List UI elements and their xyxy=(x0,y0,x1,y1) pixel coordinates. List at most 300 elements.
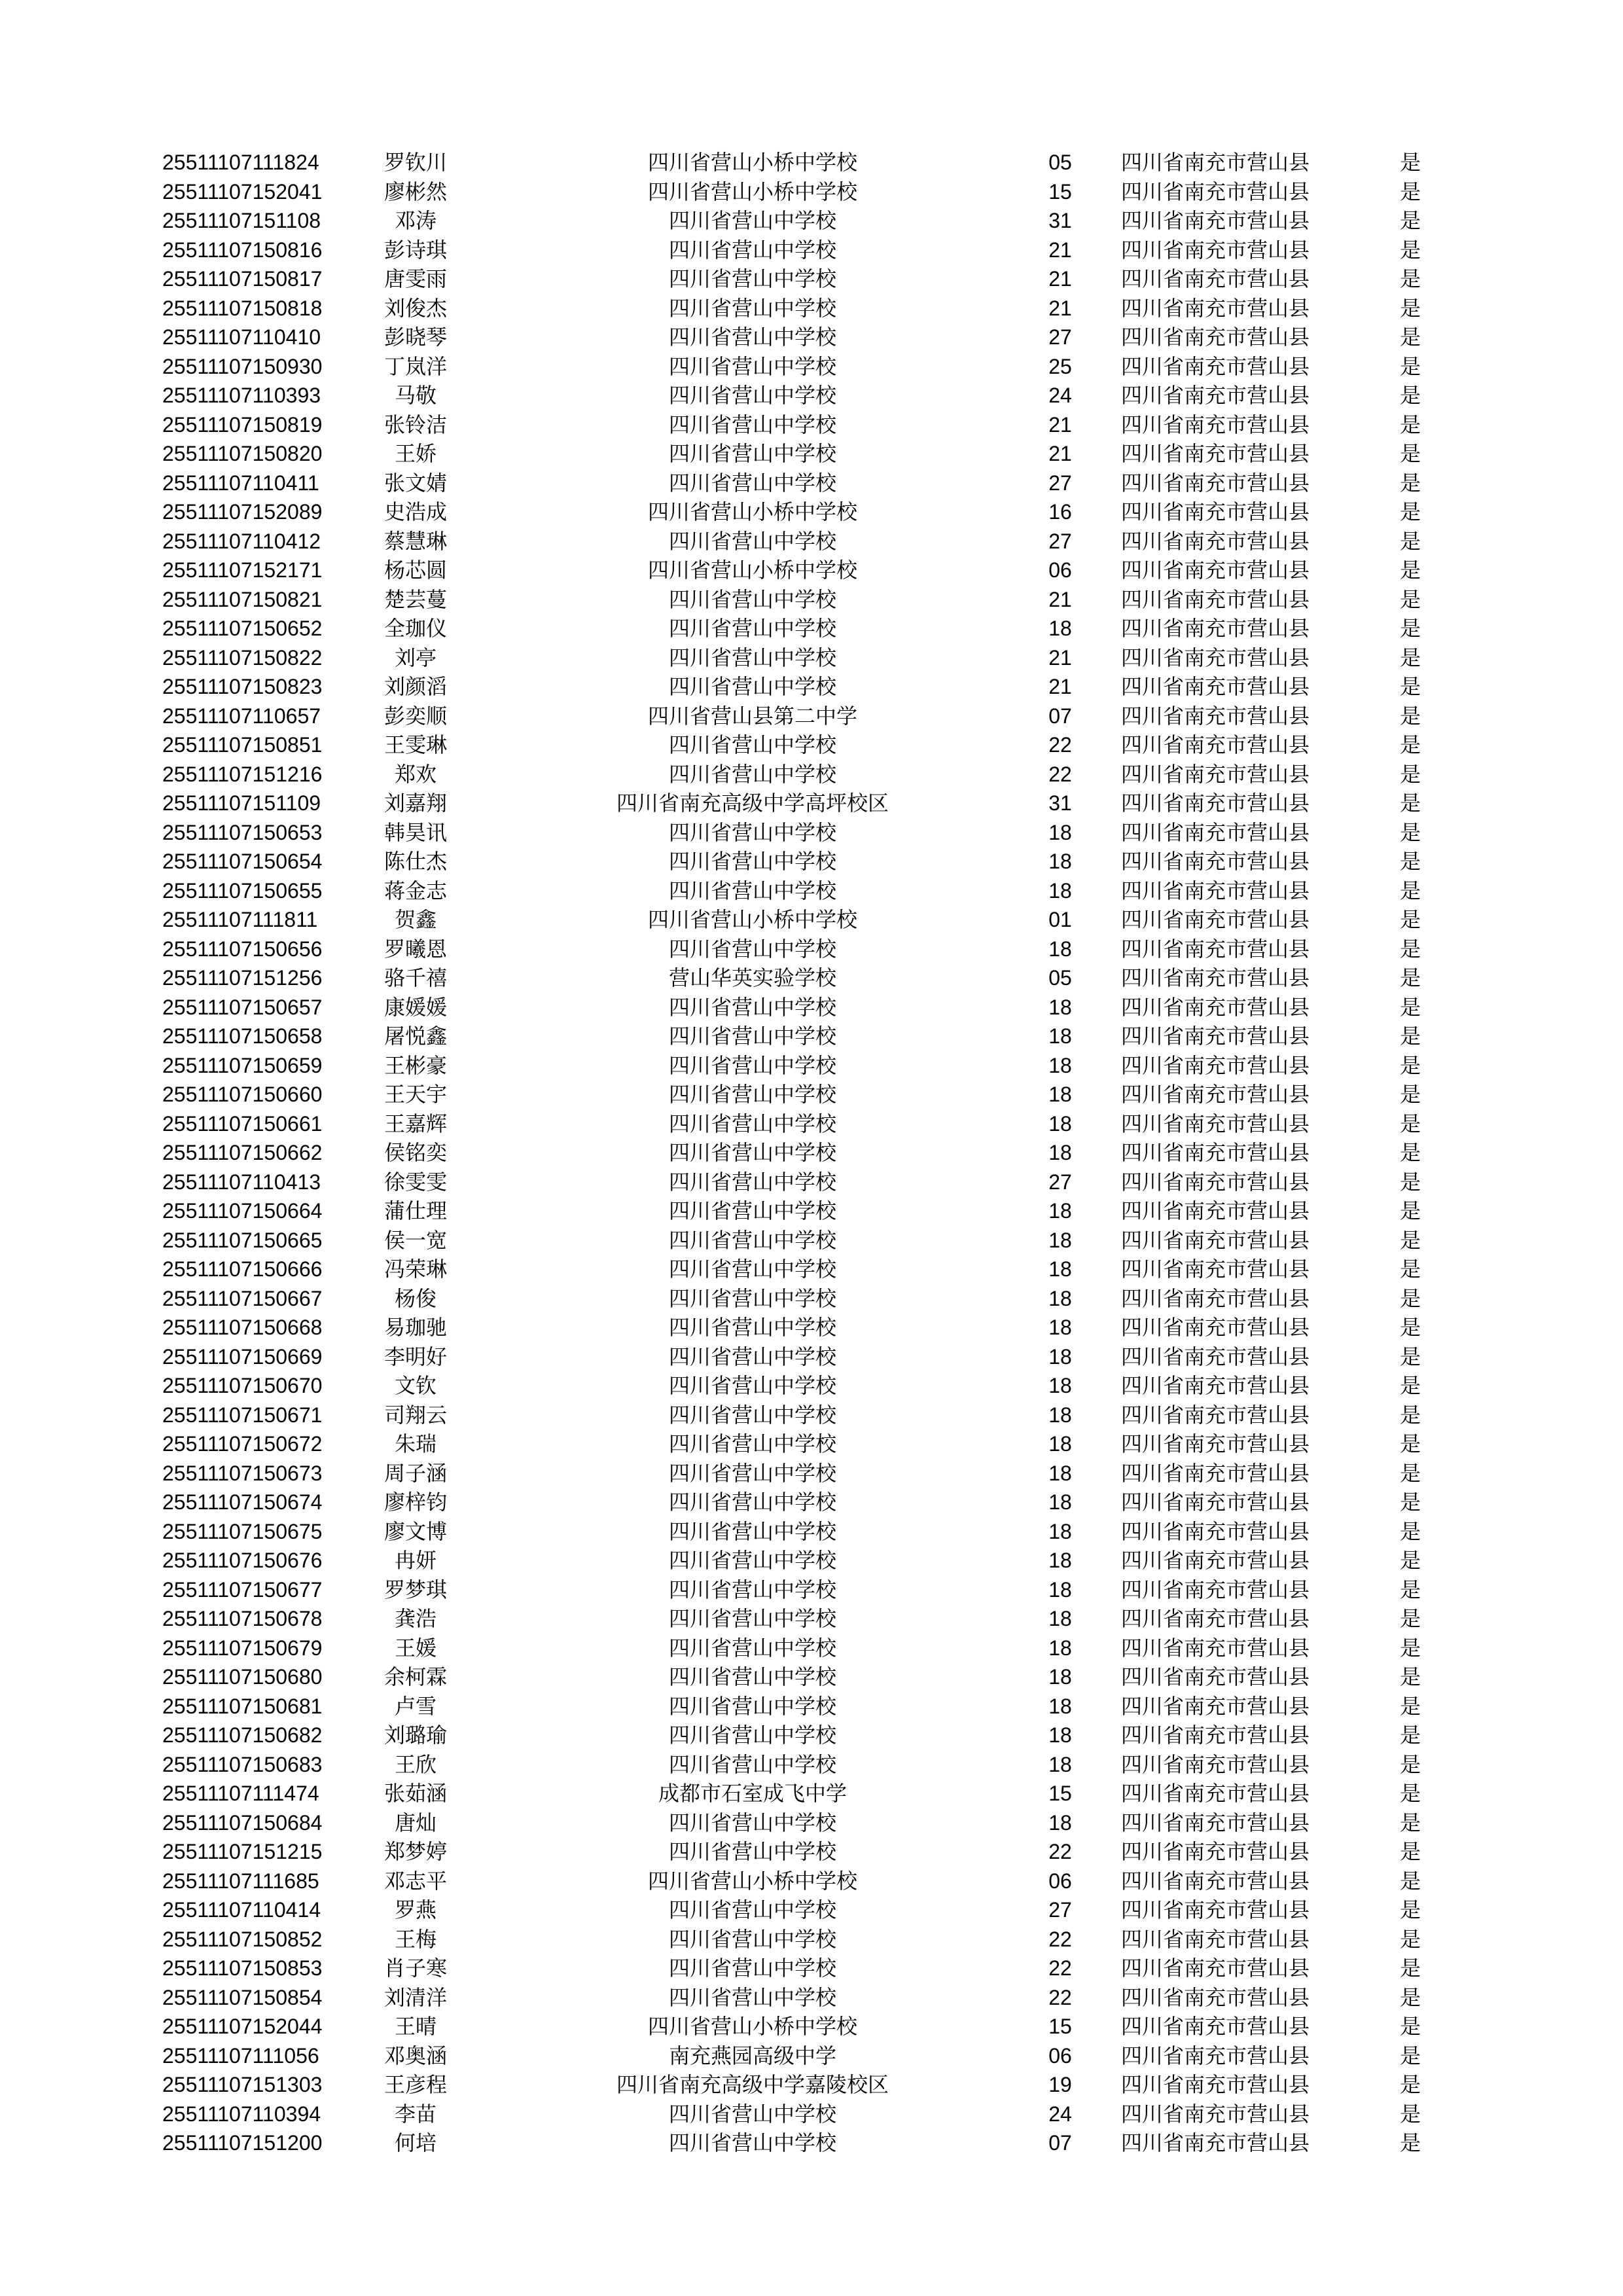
school-name: 四川省营山中学校 xyxy=(668,1228,836,1252)
school-name: 四川省营山中学校 xyxy=(668,1083,836,1106)
class-code: 01 xyxy=(1048,908,1072,931)
school-name: 四川省营山中学校 xyxy=(668,1141,836,1164)
school-name: 四川省营山中学校 xyxy=(668,1199,836,1223)
student-id: 25511107150664 xyxy=(162,1199,323,1223)
region: 四川省南充市营山县 xyxy=(1121,966,1310,990)
status-flag: 是 xyxy=(1399,1490,1421,1514)
status-flag: 是 xyxy=(1399,325,1421,349)
region: 四川省南充市营山县 xyxy=(1121,791,1310,815)
table-row xyxy=(0,1546,1623,1575)
status-flag: 是 xyxy=(1399,384,1421,407)
school-name: 四川省南充高级中学嘉陵校区 xyxy=(616,2073,889,2096)
student-id: 25511107150656 xyxy=(162,937,323,961)
student-name: 刘清洋 xyxy=(383,1985,447,2009)
class-code: 18 xyxy=(1048,1607,1072,1630)
table-row xyxy=(0,1779,1623,1808)
student-id: 25511107150675 xyxy=(162,1519,323,1543)
class-code: 31 xyxy=(1048,791,1072,815)
status-flag: 是 xyxy=(1399,1053,1421,1077)
student-name: 杨芯圆 xyxy=(383,558,447,582)
table-row xyxy=(0,1895,1623,1925)
school-name: 四川省营山中学校 xyxy=(668,878,836,903)
table-row xyxy=(0,993,1623,1022)
record-table xyxy=(0,148,1623,2158)
region: 四川省南充市营山县 xyxy=(1121,1344,1310,1369)
region: 四川省南充市营山县 xyxy=(1121,587,1310,611)
region: 四川省南充市营山县 xyxy=(1121,2131,1310,2155)
region: 四川省南充市营山县 xyxy=(1121,733,1310,757)
student-name: 罗曦恩 xyxy=(383,937,447,961)
table-row xyxy=(0,1371,1623,1401)
status-flag: 是 xyxy=(1399,966,1421,990)
class-code: 22 xyxy=(1048,1840,1072,1863)
status-flag: 是 xyxy=(1399,1898,1421,1922)
status-flag: 是 xyxy=(1399,878,1421,903)
class-code: 18 xyxy=(1048,1316,1072,1339)
status-flag: 是 xyxy=(1399,1024,1421,1048)
class-code: 18 xyxy=(1048,617,1072,640)
student-id: 25511107152171 xyxy=(162,558,323,582)
class-code: 18 xyxy=(1048,1053,1072,1077)
student-name: 屠悦鑫 xyxy=(383,1024,447,1048)
table-row xyxy=(0,1459,1623,1488)
class-code: 21 xyxy=(1048,587,1072,611)
school-name: 四川省营山中学校 xyxy=(668,1577,836,1602)
student-name: 廖梓钧 xyxy=(383,1490,447,1514)
student-id: 25511107150676 xyxy=(162,1549,323,1572)
student-id: 25511107150658 xyxy=(162,1024,323,1048)
school-name: 四川省营山中学校 xyxy=(668,1810,836,1835)
table-row xyxy=(0,264,1623,294)
student-id: 25511107150661 xyxy=(162,1111,323,1136)
school-name: 四川省营山中学校 xyxy=(668,1927,836,1951)
region: 四川省南充市营山县 xyxy=(1121,1024,1310,1048)
table-row xyxy=(0,177,1623,207)
student-name: 文钦 xyxy=(394,1374,437,1397)
school-name: 四川省营山中学校 xyxy=(668,1549,836,1572)
table-row xyxy=(0,294,1623,323)
region: 四川省南充市营山县 xyxy=(1121,2102,1310,2126)
table-row xyxy=(0,1954,1623,1983)
class-code: 15 xyxy=(1048,2015,1072,2038)
student-id: 25511107150823 xyxy=(162,675,323,698)
region: 四川省南充市营山县 xyxy=(1121,617,1310,640)
class-code: 22 xyxy=(1048,762,1072,786)
school-name: 四川省营山县第二中学 xyxy=(647,704,857,728)
school-name: 四川省营山中学校 xyxy=(668,267,836,291)
student-name: 楚芸蔓 xyxy=(383,587,447,611)
region: 四川省南充市营山县 xyxy=(1121,1053,1310,1077)
table-row xyxy=(0,352,1623,382)
student-name: 冉妍 xyxy=(394,1549,437,1572)
student-id: 25511107150822 xyxy=(162,645,323,670)
school-name: 四川省营山中学校 xyxy=(668,1024,836,1048)
class-code: 22 xyxy=(1048,1985,1072,2009)
status-flag: 是 xyxy=(1399,675,1421,698)
class-code: 05 xyxy=(1048,966,1072,990)
status-flag: 是 xyxy=(1399,1840,1421,1863)
status-flag: 是 xyxy=(1399,1985,1421,2009)
table-row xyxy=(0,1401,1623,1430)
table-row xyxy=(0,1080,1623,1109)
school-name: 四川省营山中学校 xyxy=(668,587,836,611)
class-code: 18 xyxy=(1048,1752,1072,1776)
school-name: 四川省营山中学校 xyxy=(668,617,836,640)
status-flag: 是 xyxy=(1399,1869,1421,1893)
student-name: 杨俊 xyxy=(394,1286,437,1310)
student-name: 邓涛 xyxy=(394,209,437,232)
student-id: 25511107150666 xyxy=(162,1257,323,1281)
school-name: 四川省营山小桥中学校 xyxy=(647,2015,857,2038)
class-code: 15 xyxy=(1048,179,1072,204)
student-name: 余柯霖 xyxy=(383,1665,447,1689)
student-name: 马敬 xyxy=(394,384,437,407)
student-name: 郑欢 xyxy=(394,762,437,786)
school-name: 四川省营山中学校 xyxy=(668,1490,836,1514)
student-id: 25511107150673 xyxy=(162,1461,323,1485)
region: 四川省南充市营山县 xyxy=(1121,296,1310,320)
class-code: 18 xyxy=(1048,937,1072,961)
student-id: 25511107150657 xyxy=(162,995,323,1019)
class-code: 19 xyxy=(1048,2073,1072,2096)
table-row xyxy=(0,818,1623,848)
school-name: 四川省营山中学校 xyxy=(668,820,836,844)
student-name: 廖彬然 xyxy=(383,179,447,204)
region: 四川省南充市营山县 xyxy=(1121,1111,1310,1136)
class-code: 27 xyxy=(1048,325,1072,349)
student-id: 25511107150854 xyxy=(162,1985,323,2009)
table-row xyxy=(0,439,1623,469)
school-name: 四川省营山中学校 xyxy=(668,1956,836,1980)
school-name: 四川省营山中学校 xyxy=(668,762,836,786)
status-flag: 是 xyxy=(1399,1549,1421,1572)
status-flag: 是 xyxy=(1399,617,1421,640)
region: 四川省南充市营山县 xyxy=(1121,1083,1310,1106)
status-flag: 是 xyxy=(1399,1141,1421,1164)
class-code: 24 xyxy=(1048,2102,1072,2126)
school-name: 四川省营山中学校 xyxy=(668,1723,836,1747)
region: 四川省南充市营山县 xyxy=(1121,1577,1310,1602)
region: 四川省南充市营山县 xyxy=(1121,850,1310,873)
student-name: 刘嘉翔 xyxy=(383,791,447,815)
student-name: 张文婧 xyxy=(383,471,447,495)
class-code: 18 xyxy=(1048,1490,1072,1514)
student-id: 25511107150682 xyxy=(162,1723,323,1747)
region: 四川省南充市营山县 xyxy=(1121,762,1310,786)
school-name: 南充燕园高级中学 xyxy=(668,2043,836,2068)
student-name: 彭奕顺 xyxy=(383,704,447,728)
region: 四川省南充市营山县 xyxy=(1121,1810,1310,1835)
school-name: 四川省营山中学校 xyxy=(668,1344,836,1369)
class-code: 18 xyxy=(1048,995,1072,1019)
region: 四川省南充市营山县 xyxy=(1121,500,1310,524)
school-name: 四川省营山中学校 xyxy=(668,937,836,961)
region: 四川省南充市营山县 xyxy=(1121,1141,1310,1164)
student-name: 刘亭 xyxy=(394,645,437,670)
table-row xyxy=(0,585,1623,615)
class-code: 18 xyxy=(1048,1257,1072,1281)
student-name: 唐灿 xyxy=(394,1810,437,1835)
table-row xyxy=(0,935,1623,964)
status-flag: 是 xyxy=(1399,1083,1421,1106)
status-flag: 是 xyxy=(1399,500,1421,524)
status-flag: 是 xyxy=(1399,820,1421,844)
status-flag: 是 xyxy=(1399,1228,1421,1252)
status-flag: 是 xyxy=(1399,2015,1421,2038)
school-name: 四川省营山中学校 xyxy=(668,1286,836,1310)
class-code: 18 xyxy=(1048,1723,1072,1747)
status-flag: 是 xyxy=(1399,1432,1421,1456)
class-code: 24 xyxy=(1048,384,1072,407)
student-name: 王欣 xyxy=(394,1752,437,1776)
student-name: 骆千禧 xyxy=(383,966,447,990)
class-code: 22 xyxy=(1048,1927,1072,1951)
region: 四川省南充市营山县 xyxy=(1121,1869,1310,1893)
student-id: 25511107150659 xyxy=(162,1053,323,1077)
status-flag: 是 xyxy=(1399,529,1421,553)
school-name: 四川省营山小桥中学校 xyxy=(647,558,857,582)
table-row xyxy=(0,206,1623,236)
table-row xyxy=(0,1051,1623,1081)
status-flag: 是 xyxy=(1399,2073,1421,2096)
student-id: 25511107150681 xyxy=(162,1694,323,1718)
class-code: 05 xyxy=(1048,151,1072,174)
region: 四川省南充市营山县 xyxy=(1121,1257,1310,1281)
class-code: 18 xyxy=(1048,1519,1072,1543)
status-flag: 是 xyxy=(1399,1257,1421,1281)
class-code: 21 xyxy=(1048,238,1072,262)
table-row xyxy=(0,1196,1623,1226)
student-name: 丁岚洋 xyxy=(383,354,447,378)
student-id: 25511107150816 xyxy=(162,238,323,262)
student-name: 罗梦琪 xyxy=(383,1577,447,1602)
student-id: 25511107110393 xyxy=(162,384,321,407)
student-id: 25511107152044 xyxy=(162,2015,323,2038)
region: 四川省南充市营山县 xyxy=(1121,1490,1310,1514)
region: 四川省南充市营山县 xyxy=(1121,325,1310,349)
student-name: 蒋金志 xyxy=(383,878,447,903)
school-name: 成都市石室成飞中学 xyxy=(658,1782,847,1805)
region: 四川省南充市营山县 xyxy=(1121,1636,1310,1660)
student-name: 王天宇 xyxy=(383,1083,447,1106)
status-flag: 是 xyxy=(1399,1286,1421,1310)
region: 四川省南充市营山县 xyxy=(1121,1170,1310,1194)
school-name: 四川省营山中学校 xyxy=(668,1985,836,2009)
class-code: 18 xyxy=(1048,1665,1072,1689)
table-row xyxy=(0,1109,1623,1139)
student-name: 朱瑞 xyxy=(394,1432,437,1456)
region: 四川省南充市营山县 xyxy=(1121,209,1310,232)
class-code: 18 xyxy=(1048,1694,1072,1718)
table-row xyxy=(0,1313,1623,1342)
student-id: 25511107151256 xyxy=(162,966,323,990)
school-name: 四川省营山中学校 xyxy=(668,733,836,757)
student-name: 彭晓琴 xyxy=(383,325,447,349)
student-id: 25511107110413 xyxy=(162,1170,321,1194)
region: 四川省南充市营山县 xyxy=(1121,354,1310,378)
table-row xyxy=(0,527,1623,556)
student-name: 陈仕杰 xyxy=(383,850,447,873)
status-flag: 是 xyxy=(1399,908,1421,931)
school-name: 四川省营山中学校 xyxy=(668,1316,836,1339)
region: 四川省南充市营山县 xyxy=(1121,1199,1310,1223)
student-id: 25511107152041 xyxy=(162,179,323,204)
table-row xyxy=(0,643,1623,673)
school-name: 四川省营山中学校 xyxy=(668,1403,836,1427)
school-name: 四川省营山中学校 xyxy=(668,1665,836,1689)
table-row xyxy=(0,1517,1623,1547)
school-name: 四川省营山中学校 xyxy=(668,1461,836,1485)
class-code: 06 xyxy=(1048,1869,1072,1893)
student-id: 25511107110411 xyxy=(162,471,319,495)
table-row xyxy=(0,1662,1623,1692)
class-code: 27 xyxy=(1048,1170,1072,1194)
student-id: 25511107150818 xyxy=(162,296,323,320)
table-row xyxy=(0,905,1623,935)
student-id: 25511107150852 xyxy=(162,1927,323,1951)
school-name: 四川省营山中学校 xyxy=(668,1111,836,1136)
region: 四川省南充市营山县 xyxy=(1121,820,1310,844)
student-name: 韩昊讯 xyxy=(383,820,447,844)
student-id: 25511107150851 xyxy=(162,733,323,757)
school-name: 四川省营山小桥中学校 xyxy=(647,179,857,204)
student-id: 25511107150817 xyxy=(162,267,323,291)
table-row xyxy=(0,1925,1623,1954)
school-name: 四川省营山中学校 xyxy=(668,1694,836,1718)
student-id: 25511107150654 xyxy=(162,850,323,873)
region: 四川省南充市营山县 xyxy=(1121,238,1310,262)
class-code: 18 xyxy=(1048,1141,1072,1164)
status-flag: 是 xyxy=(1399,1665,1421,1689)
status-flag: 是 xyxy=(1399,704,1421,728)
status-flag: 是 xyxy=(1399,1927,1421,1951)
school-name: 四川省营山中学校 xyxy=(668,1257,836,1281)
table-row xyxy=(0,1284,1623,1314)
student-name: 王梅 xyxy=(394,1927,437,1951)
class-code: 18 xyxy=(1048,1228,1072,1252)
status-flag: 是 xyxy=(1399,1374,1421,1397)
student-id: 25511107150680 xyxy=(162,1665,323,1689)
status-flag: 是 xyxy=(1399,1519,1421,1543)
class-code: 18 xyxy=(1048,1810,1072,1835)
class-code: 18 xyxy=(1048,1344,1072,1369)
school-name: 四川省营山中学校 xyxy=(668,529,836,553)
table-row xyxy=(0,1983,1623,2013)
student-name: 李苗 xyxy=(394,2102,437,2126)
region: 四川省南充市营山县 xyxy=(1121,529,1310,553)
student-id: 25511107150672 xyxy=(162,1432,323,1456)
region: 四川省南充市营山县 xyxy=(1121,675,1310,698)
student-name: 罗燕 xyxy=(394,1898,437,1922)
status-flag: 是 xyxy=(1399,354,1421,378)
class-code: 21 xyxy=(1048,645,1072,670)
table-row xyxy=(0,381,1623,410)
class-code: 18 xyxy=(1048,850,1072,873)
table-row xyxy=(0,730,1623,760)
school-name: 四川省营山中学校 xyxy=(668,209,836,232)
class-code: 18 xyxy=(1048,1549,1072,1572)
region: 四川省南充市营山县 xyxy=(1121,1898,1310,1922)
class-code: 21 xyxy=(1048,296,1072,320)
student-id: 25511107151215 xyxy=(162,1840,323,1863)
status-flag: 是 xyxy=(1399,267,1421,291)
student-id: 25511107150674 xyxy=(162,1490,323,1514)
table-row xyxy=(0,1226,1623,1255)
student-name: 全珈仪 xyxy=(383,617,447,640)
region: 四川省南充市营山县 xyxy=(1121,2043,1310,2068)
school-name: 四川省营山中学校 xyxy=(668,1607,836,1630)
region: 四川省南充市营山县 xyxy=(1121,1403,1310,1427)
student-id: 25511107150665 xyxy=(162,1228,323,1252)
region: 四川省南充市营山县 xyxy=(1121,1782,1310,1805)
table-row xyxy=(0,2012,1623,2041)
region: 四川省南充市营山县 xyxy=(1121,2015,1310,2038)
table-row xyxy=(0,1488,1623,1517)
status-flag: 是 xyxy=(1399,1577,1421,1602)
student-id: 25511107150652 xyxy=(162,617,323,640)
class-code: 07 xyxy=(1048,704,1072,728)
class-code: 18 xyxy=(1048,1111,1072,1136)
status-flag: 是 xyxy=(1399,1199,1421,1223)
student-name: 贺鑫 xyxy=(394,908,437,931)
table-row xyxy=(0,1721,1623,1750)
school-name: 四川省营山中学校 xyxy=(668,471,836,495)
status-flag: 是 xyxy=(1399,471,1421,495)
student-id: 25511107110394 xyxy=(162,2102,321,2126)
table-row xyxy=(0,760,1623,789)
student-name: 王晴 xyxy=(394,2015,437,2038)
status-flag: 是 xyxy=(1399,1782,1421,1805)
status-flag: 是 xyxy=(1399,850,1421,873)
student-id: 25511107151303 xyxy=(162,2073,323,2096)
status-flag: 是 xyxy=(1399,558,1421,582)
status-flag: 是 xyxy=(1399,2102,1421,2126)
student-id: 25511107150678 xyxy=(162,1607,323,1630)
student-id: 25511107110657 xyxy=(162,704,321,728)
region: 四川省南充市营山县 xyxy=(1121,1374,1310,1397)
region: 四川省南充市营山县 xyxy=(1121,1607,1310,1630)
table-row xyxy=(0,672,1623,702)
student-name: 刘颜滔 xyxy=(383,675,447,698)
table-row xyxy=(0,1750,1623,1780)
student-id: 25511107150683 xyxy=(162,1752,323,1776)
student-name: 易珈驰 xyxy=(383,1316,447,1339)
class-code: 06 xyxy=(1048,2043,1072,2068)
region: 四川省南充市营山县 xyxy=(1121,412,1310,437)
school-name: 四川省营山中学校 xyxy=(668,645,836,670)
school-name: 四川省营山小桥中学校 xyxy=(647,1869,857,1893)
class-code: 06 xyxy=(1048,558,1072,582)
region: 四川省南充市营山县 xyxy=(1121,1286,1310,1310)
region: 四川省南充市营山县 xyxy=(1121,1956,1310,1980)
student-id: 25511107150670 xyxy=(162,1374,323,1397)
school-name: 四川省营山中学校 xyxy=(668,412,836,437)
status-flag: 是 xyxy=(1399,442,1421,465)
student-id: 25511107150819 xyxy=(162,412,323,437)
class-code: 27 xyxy=(1048,1898,1072,1922)
class-code: 21 xyxy=(1048,675,1072,698)
table-row xyxy=(0,2070,1623,2100)
region: 四川省南充市营山县 xyxy=(1121,1228,1310,1252)
region: 四川省南充市营山县 xyxy=(1121,645,1310,670)
table-row xyxy=(0,236,1623,265)
student-name: 彭诗琪 xyxy=(383,238,447,262)
class-code: 07 xyxy=(1048,2131,1072,2155)
school-name: 四川省营山中学校 xyxy=(668,384,836,407)
student-name: 唐雯雨 xyxy=(383,267,447,291)
status-flag: 是 xyxy=(1399,296,1421,320)
student-name: 冯荣琳 xyxy=(383,1257,447,1281)
